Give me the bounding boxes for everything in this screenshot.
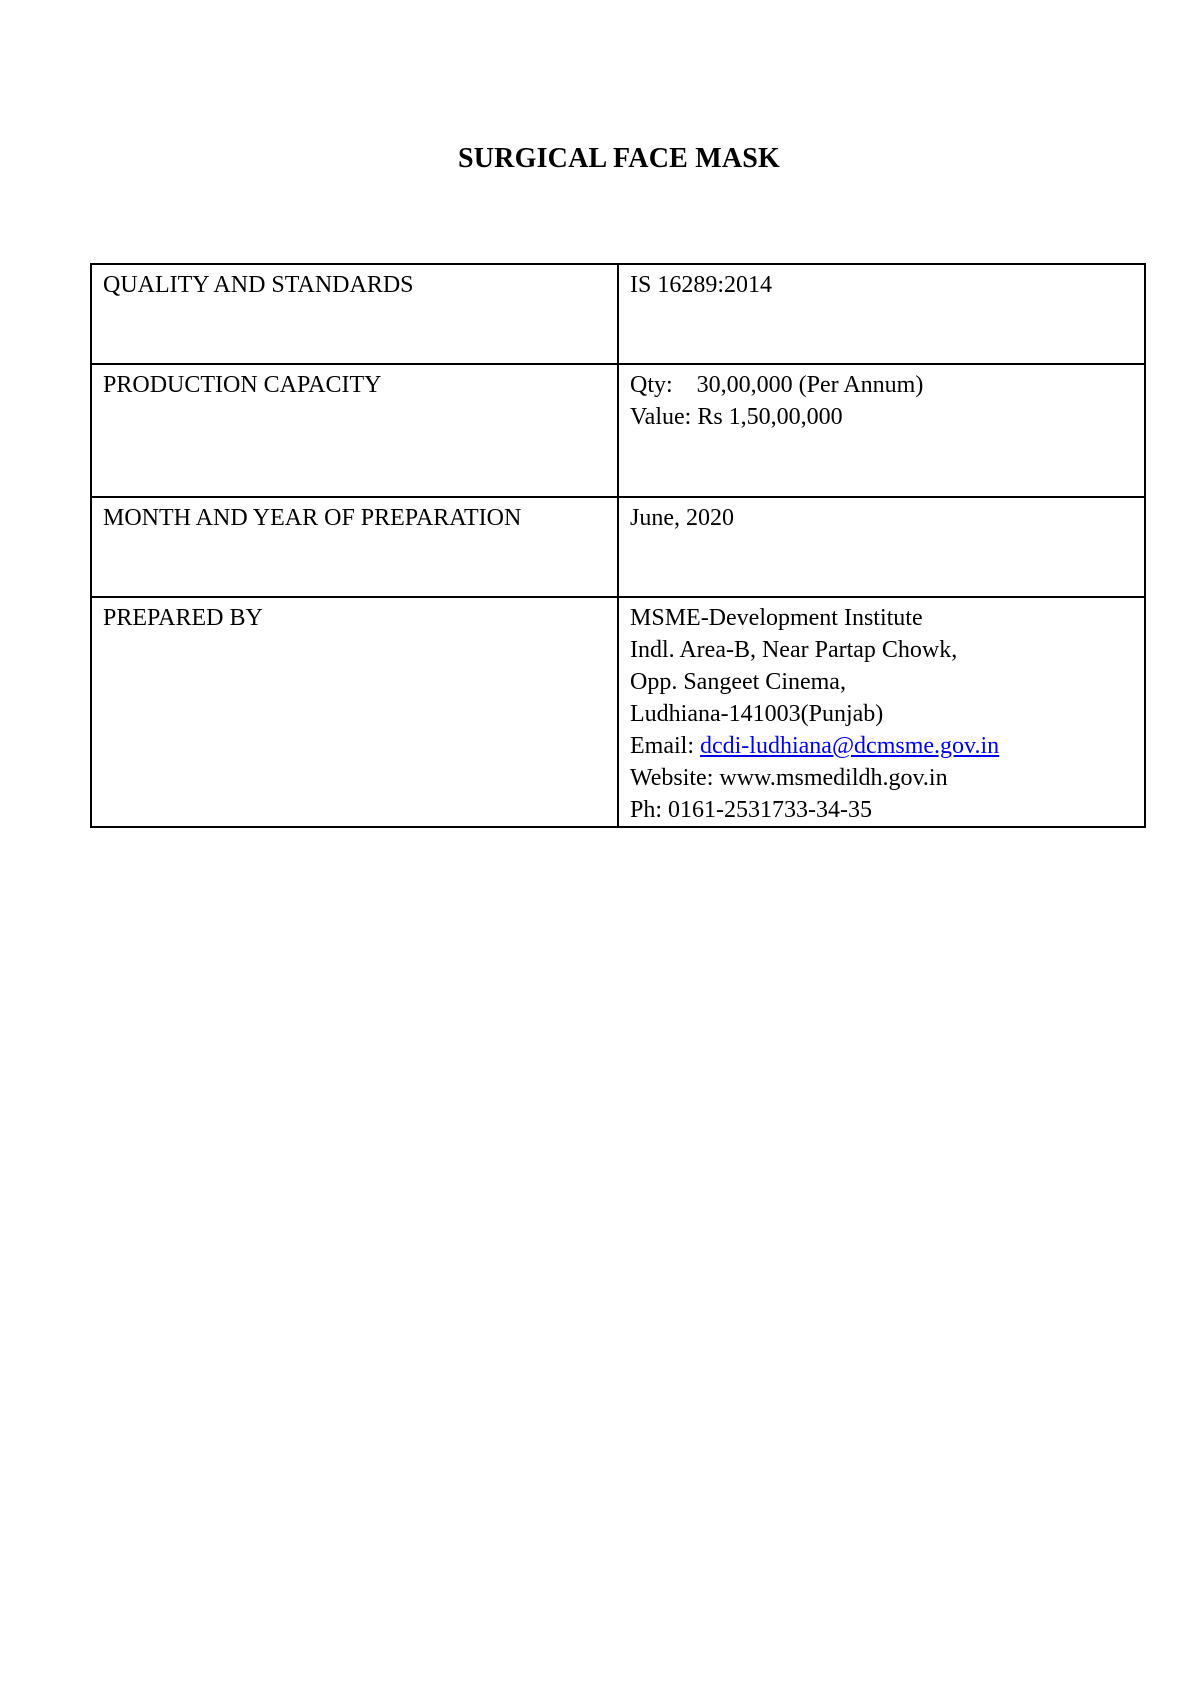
table-row: [91, 264, 1145, 364]
row-label: QUALITY AND STANDARDS: [91, 264, 618, 364]
email-line: [630, 730, 1134, 762]
document-title: SURGICAL FACE MASK: [457, 143, 780, 174]
table-row: [91, 364, 1145, 497]
capacity-value: Value: Rs 1,50,00,000: [630, 404, 843, 430]
address-line: Ludhiana-141003(Punjab): [630, 701, 884, 727]
quality-standard-value: IS 16289:2014: [630, 272, 773, 298]
info-table: [90, 263, 1146, 828]
address-line: Indl. Area-B, Near Partap Chowk,: [630, 637, 958, 663]
row-value: [618, 597, 1145, 827]
phone-line: Ph: 0161-2531733-34-35: [630, 797, 872, 823]
email-label: Email:: [630, 733, 700, 759]
row-label: PREPARED BY: [91, 597, 618, 827]
table-row: [91, 597, 1145, 827]
table-row: [91, 497, 1145, 597]
email-link[interactable]: dcdi-ludhiana@dcmsme.gov.in: [699, 733, 1000, 759]
website-line: Website: www.msmedildh.gov.in: [630, 765, 948, 791]
row-value: [618, 364, 1145, 497]
capacity-quantity: Qty: 30,00,000 (Per Annum): [630, 372, 924, 398]
address-line: Opp. Sangeet Cinema,: [630, 669, 846, 695]
row-label: PRODUCTION CAPACITY: [91, 364, 618, 497]
row-value: [618, 497, 1145, 597]
row-label: MONTH AND YEAR OF PREPARATION: [91, 497, 618, 597]
preparation-date: June, 2020: [630, 505, 734, 531]
row-value: [618, 264, 1145, 364]
address-line: MSME-Development Institute: [630, 605, 923, 631]
